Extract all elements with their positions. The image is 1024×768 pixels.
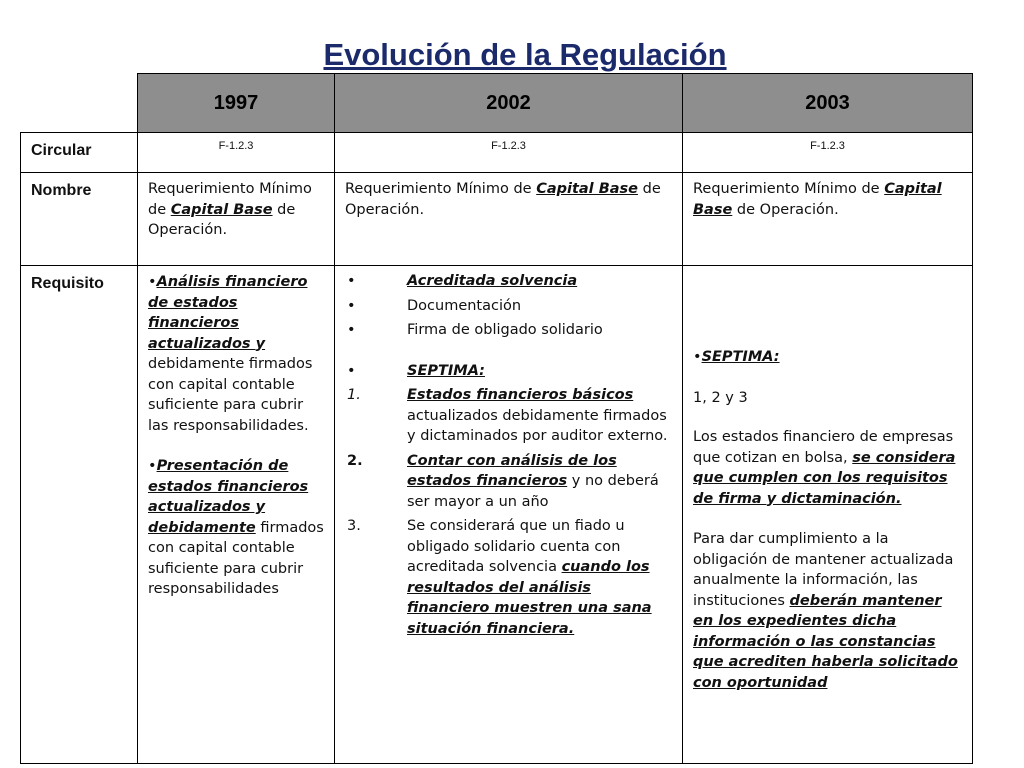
nombre-2002 [335,173,683,266]
circular-2002: F-1.2.3 [335,133,683,173]
requisito-2003-para-1-text: Los estados financiero de empresas que cotizan en bolsa, [693,429,954,466]
requisito-1997-item-1 [148,272,326,436]
requisito-1997-item-2-rest: firmados con capital contable suficiente para cubrir responsabilidades [148,519,324,597]
year-header-2003: 2003 [683,74,973,133]
requisito-2003-para-2 [693,529,964,693]
nombre-2003-text-c: de Operación. [732,201,839,218]
nombre-2002-text-c: de Operación. [345,181,661,218]
bullet: • [347,273,356,289]
requisito-row [21,266,973,764]
bullet: • [693,349,702,365]
documentacion: Documentación [407,297,522,314]
nombre-2003-text-a: Requerimiento Mínimo de [693,181,885,197]
nombre-1997-text-c: de Operación. [148,201,296,238]
acreditada-solvencia: Acreditada solvencia [407,273,578,289]
requisito-2003-para-2-em: deberán mantener en los expedientes dicha información o las constancias que acrediten haberla solicitado con oportunidad [693,592,958,691]
bullet: • [148,458,157,474]
nombre-2002-capital-base: Capital Base [536,181,638,197]
nombre-1997-capital-base: Capital Base [170,201,273,218]
circular-1997: F-1.2.3 [138,133,335,173]
circular-row [21,133,973,173]
requisito-1997-item-2 [148,456,326,600]
requisito-2003-para-1-em: se considera que cumplen con los requisitos de firma y dictaminación. [693,449,956,507]
requisito-2003 [683,266,973,764]
requisito-2002-bullet-4 [347,361,674,382]
requisito-2003-para-2-text: Para dar cumplimiento a la obligación de mantener actualizada anualmente la información, las instituciones [693,531,954,609]
row-label-circular: Circular [21,133,138,173]
corner-cell [21,74,138,133]
bullet: • [148,274,157,290]
nombre-2002-text-a: Requerimiento Mínimo de [345,181,537,197]
bullet: • [347,362,356,379]
requisito-2003-nums: 1, 2 y 3 [693,389,748,406]
requisito-2002-bullet-2 [347,296,674,317]
page-title: Evolución de la Regulación [323,37,727,72]
requisito-1997-item-1-rest: debidamente firmados con capital contable suficiente para cubrir las responsabilidades. [148,356,313,434]
circular-2003: F-1.2.3 [683,133,973,173]
requisito-2002-n3-text: Se considerará que un fiado u obligado solidario cuenta con acreditada solvencia [407,518,625,575]
header-row [21,74,973,133]
requisito-2003-para-1 [693,427,964,509]
septima-2002: SEPTIMA: [407,362,485,379]
nombre-1997 [138,173,335,266]
firma-obligado: Firma de obligado solidario [407,322,603,338]
nombre-row [21,173,973,266]
requisito-2002-bullet-3 [347,320,674,341]
row-label-requisito: Requisito [21,266,138,764]
requisito-2002-n2-em: Contar con análisis de los estados financieros [407,452,617,489]
requisito-1997 [138,266,335,764]
requisito-2002-bullet-1 [347,271,674,292]
number-marker: 1. [347,387,361,403]
bullet: • [347,297,356,314]
regulation-table [20,73,973,764]
nombre-1997-text-a: Requerimiento Mínimo de [148,181,312,218]
requisito-2002-numbered-3 [347,516,674,639]
nombre-2003-capital-base: Capital Base [693,181,942,218]
requisito-2002-n2-rest: y no deberá ser mayor a un año [407,473,659,510]
number-marker: 3. [347,518,361,534]
row-label-nombre: Nombre [21,173,138,266]
requisito-1997-item-2-em: Presentación de estados financieros actualizados y debidamente [148,458,309,536]
nombre-2003 [683,173,973,266]
year-header-1997: 1997 [138,74,335,133]
number-marker: 2. [347,452,363,469]
bullet: • [347,322,356,338]
requisito-2002-numbered-2 [347,451,674,513]
requisito-2002-n1-rest: actualizados debidamente firmados y dictaminados por auditor externo. [407,407,668,444]
requisito-1997-item-1-em: Análisis financiero de estados financieros actualizados y [148,274,308,352]
requisito-2002-n1-em: Estados financieros básicos [407,387,634,403]
requisito-2002 [335,266,683,764]
requisito-2002-n3-em: cuando los resultados del análisis financiero muestren una sana situación financiera. [407,559,652,637]
requisito-2003-septima [693,347,964,368]
septima-2003: SEPTIMA: [701,349,780,365]
year-header-2002: 2002 [335,74,683,133]
requisito-2002-numbered-1 [347,385,674,447]
